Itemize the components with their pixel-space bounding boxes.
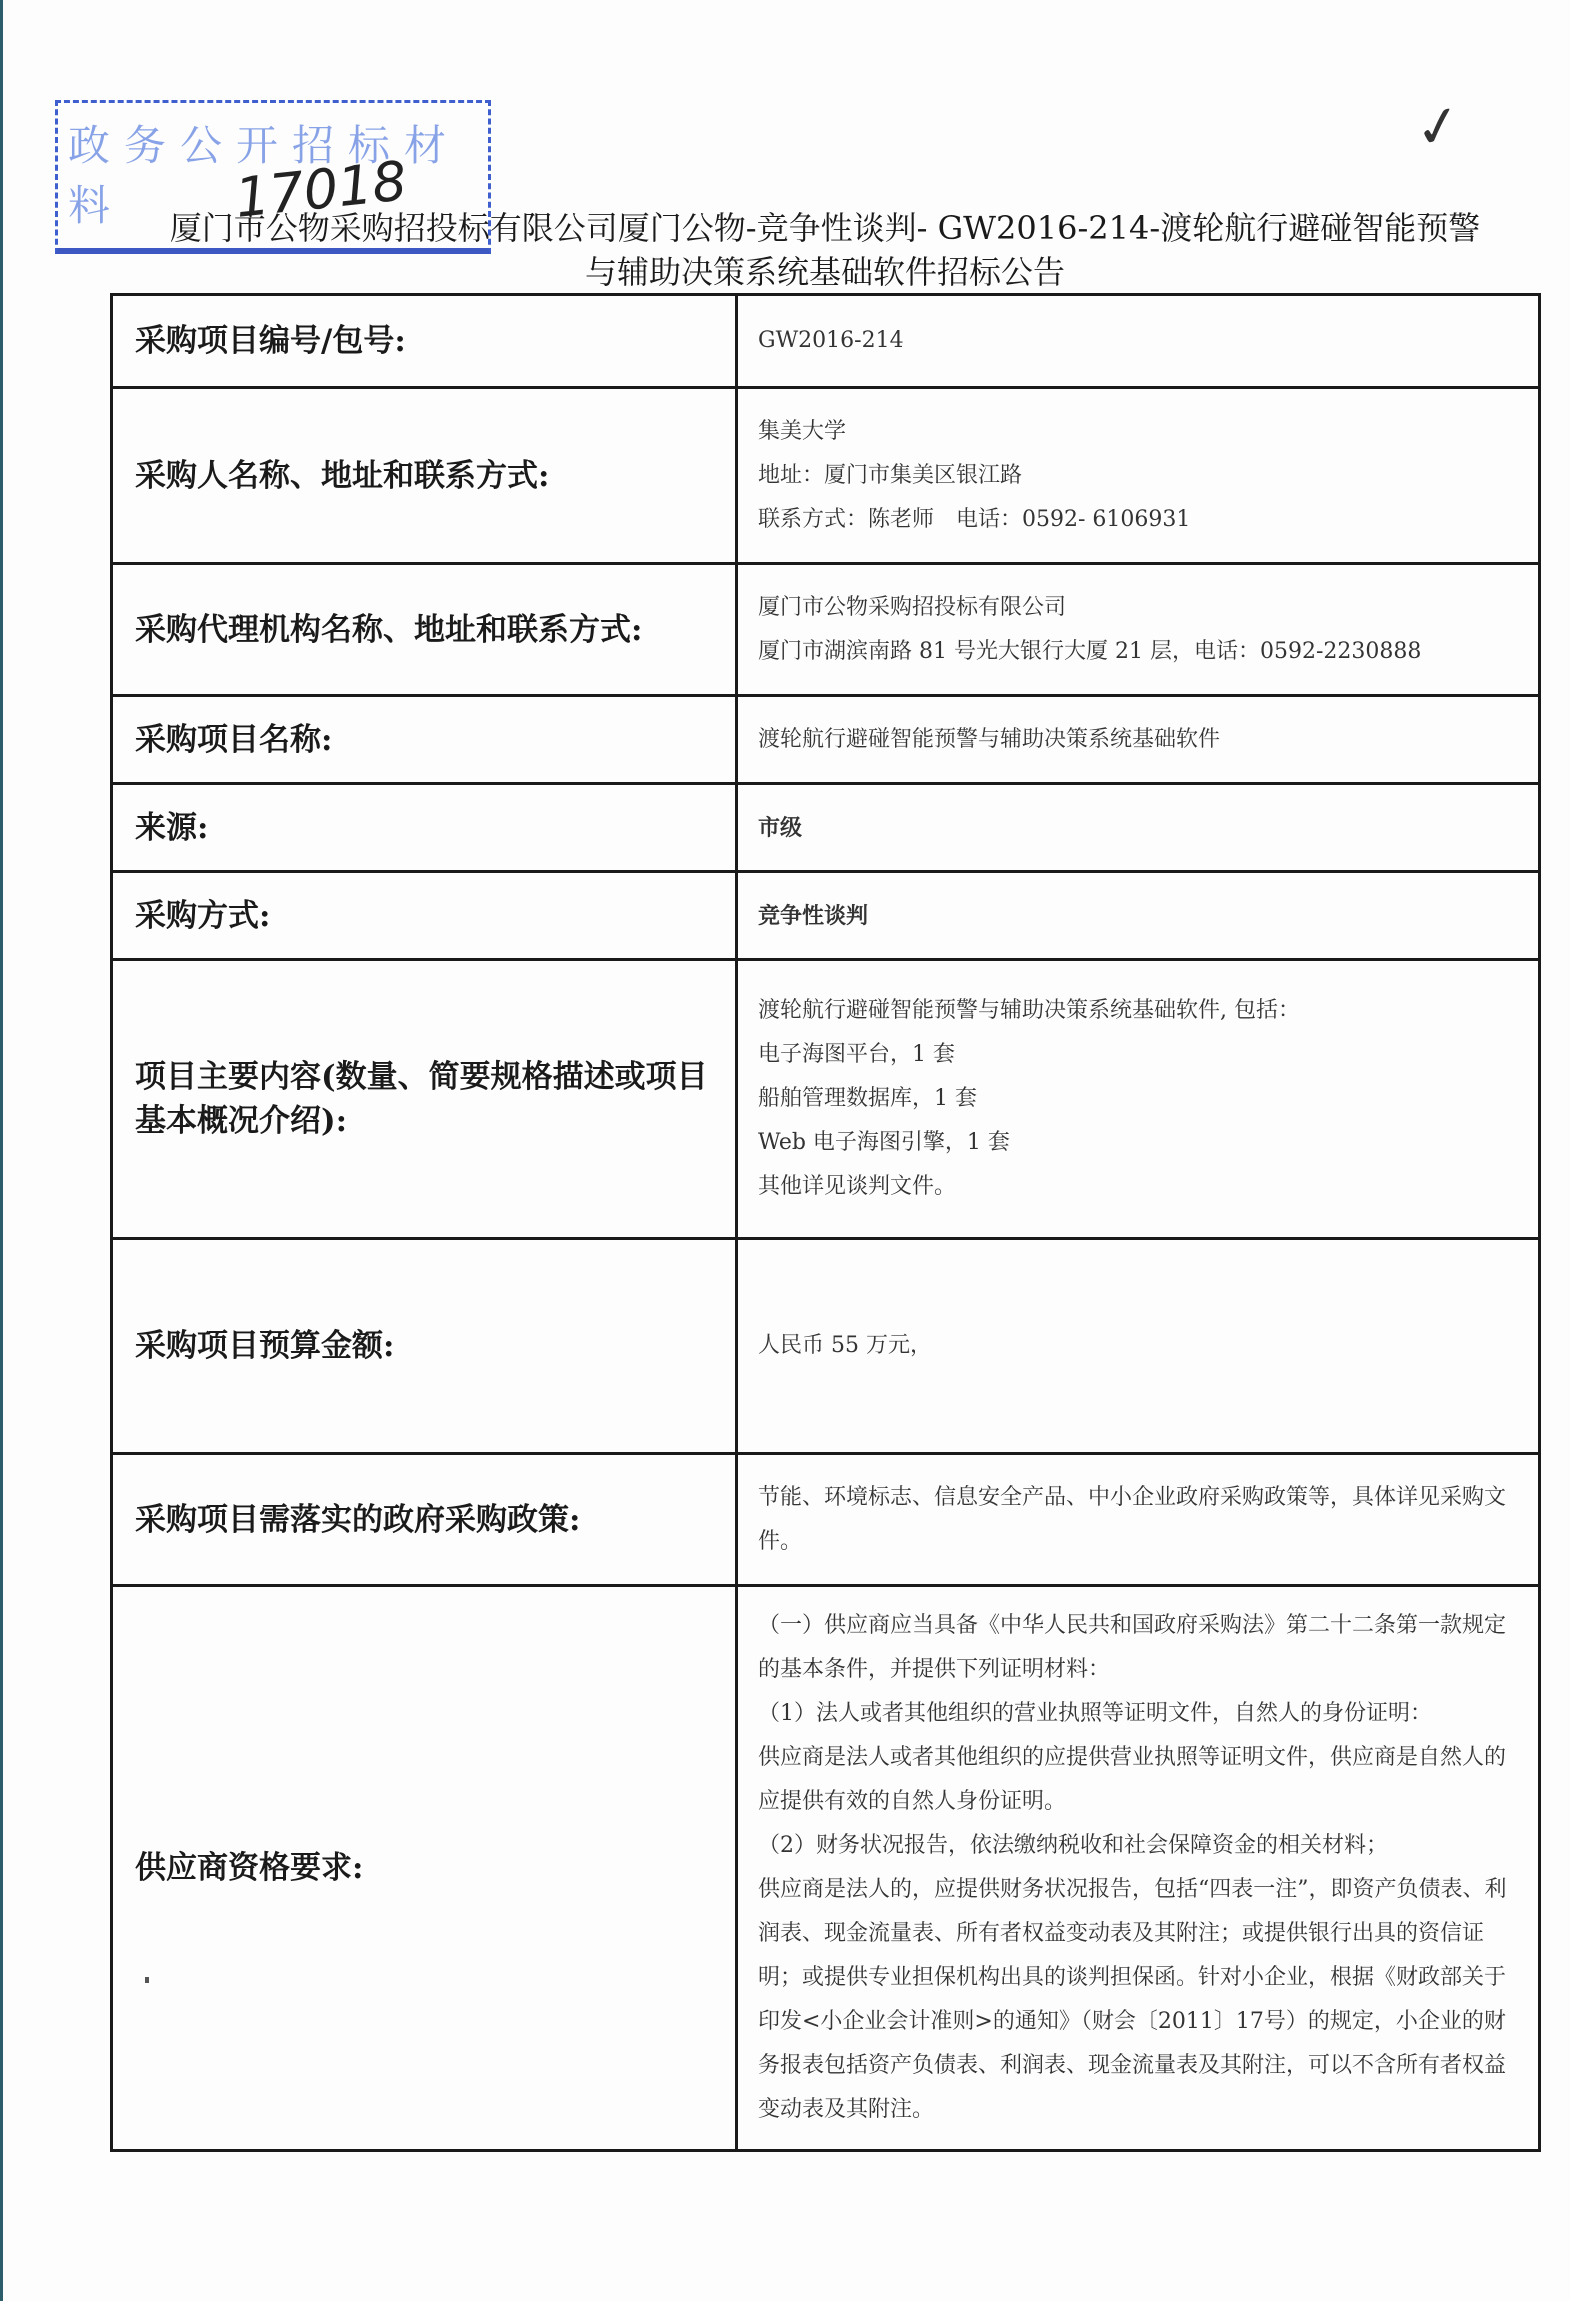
row-label: 供应商资格要求: — [112, 1586, 737, 2151]
value-line: 供应商是法人或者其他组织的应提供营业执照等证明文件，供应商是自然人的应提供有效的自然人身份证明。 — [758, 1745, 1507, 1814]
row-label: 采购项目名称: — [112, 696, 737, 784]
row-label: 采购项目编号/包号: — [112, 295, 737, 388]
value-line: 地址：厦门市集美区银江路 — [758, 462, 1023, 488]
table-row — [112, 696, 1540, 784]
value-line: 竞争性谈判 — [758, 902, 869, 929]
table-row — [112, 1586, 1540, 2151]
value-line: 厦门市湖滨南路 81 号光大银行大厦 21 层，电话：0592-2230888 — [758, 638, 1422, 664]
row-value — [737, 960, 1540, 1239]
value-line: 渡轮航行避碰智能预警与辅助决策系统基础软件, 包括： — [758, 998, 1300, 1023]
row-value — [737, 872, 1540, 960]
row-label: 来源: — [112, 784, 737, 872]
handwritten-number: 17018 — [232, 149, 410, 230]
table-row — [112, 564, 1540, 696]
document-title-line2: 与辅助决策系统基础软件招标公告 — [584, 253, 1065, 291]
value-line: 联系方式：陈老师 电话：0592- 6106931 — [758, 506, 1191, 532]
value-line: 人民币 55 万元， — [758, 1333, 932, 1358]
document-title-line1: 厦门市公物采购招投标有限公司厦门公物-竞争性谈判- GW2016-214-渡轮航行避碰智能预警 — [169, 209, 1481, 247]
row-value — [737, 784, 1540, 872]
scan-speck — [145, 1977, 149, 1983]
row-value — [737, 1586, 1540, 2151]
row-label: 采购项目预算金额: — [112, 1239, 737, 1454]
check-mark-icon: ✓ — [1409, 91, 1468, 164]
scan-edge — [0, 0, 3, 2301]
row-label: 项目主要内容(数量、简要规格描述或项目基本概况介绍): — [112, 960, 737, 1239]
value-line: （1）法人或者其他组织的营业执照等证明文件，自然人的身份证明： — [758, 1701, 1432, 1726]
announcement-table — [110, 293, 1541, 2152]
table-row — [112, 1239, 1540, 1454]
value-line: 厦门市公物采购招投标有限公司 — [758, 594, 1067, 620]
row-value — [737, 1454, 1540, 1586]
value-line: GW2016-214 — [758, 328, 904, 353]
value-line: （2）财务状况报告，依法缴纳税收和社会保障资金的相关材料； — [758, 1833, 1388, 1858]
value-line: 市级 — [758, 814, 803, 841]
row-value — [737, 696, 1540, 784]
table-row — [112, 872, 1540, 960]
row-label: 采购方式: — [112, 872, 737, 960]
official-stamp: 政务公开招标材料 — [55, 100, 491, 254]
row-label: 采购人名称、地址和联系方式: — [112, 388, 737, 564]
table-row — [112, 784, 1540, 872]
row-value — [737, 1239, 1540, 1454]
value-line: 集美大学 — [758, 418, 847, 444]
value-line: 其他详见谈判文件。 — [758, 1174, 957, 1199]
value-line: 节能、环境标志、信息安全产品、中小企业政府采购政策等，具体详见采购文件。 — [758, 1484, 1507, 1554]
row-label: 采购项目需落实的政府采购政策: — [112, 1454, 737, 1586]
value-line: 供应商是法人的，应提供财务状况报告，包括“四表一注”，即资产负债表、利润表、现金流量表、所有者权益变动表及其附注；或提供银行出具的资信证明；或提供专业担保机构出具的谈判担保函。针对小企业，根据《财政部关于印发<小企业会计准则>的通知》（财会〔2011〕17号）的规定，小企业的财务报表包括资产负债表、利润表、现金流量表及其附注，可以不含所有者权益变动表及其附注。 — [758, 1877, 1507, 2122]
row-value — [737, 564, 1540, 696]
value-line: 船舶管理数据库，1 套 — [758, 1086, 977, 1111]
value-line: Web 电子海图引擎，1 套 — [758, 1130, 1010, 1155]
table-row — [112, 295, 1540, 388]
row-value — [737, 295, 1540, 388]
table-row — [112, 388, 1540, 564]
table-row — [112, 1454, 1540, 1586]
table-row — [112, 960, 1540, 1239]
row-label: 采购代理机构名称、地址和联系方式: — [112, 564, 737, 696]
row-value — [737, 388, 1540, 564]
value-line: 电子海图平台，1 套 — [758, 1042, 955, 1067]
value-line: （一）供应商应当具备《中华人民共和国政府采购法》第二十二条第一款规定的基本条件，并提供下列证明材料： — [758, 1613, 1507, 1682]
value-line: 渡轮航行避碰智能预警与辅助决策系统基础软件 — [758, 726, 1221, 752]
